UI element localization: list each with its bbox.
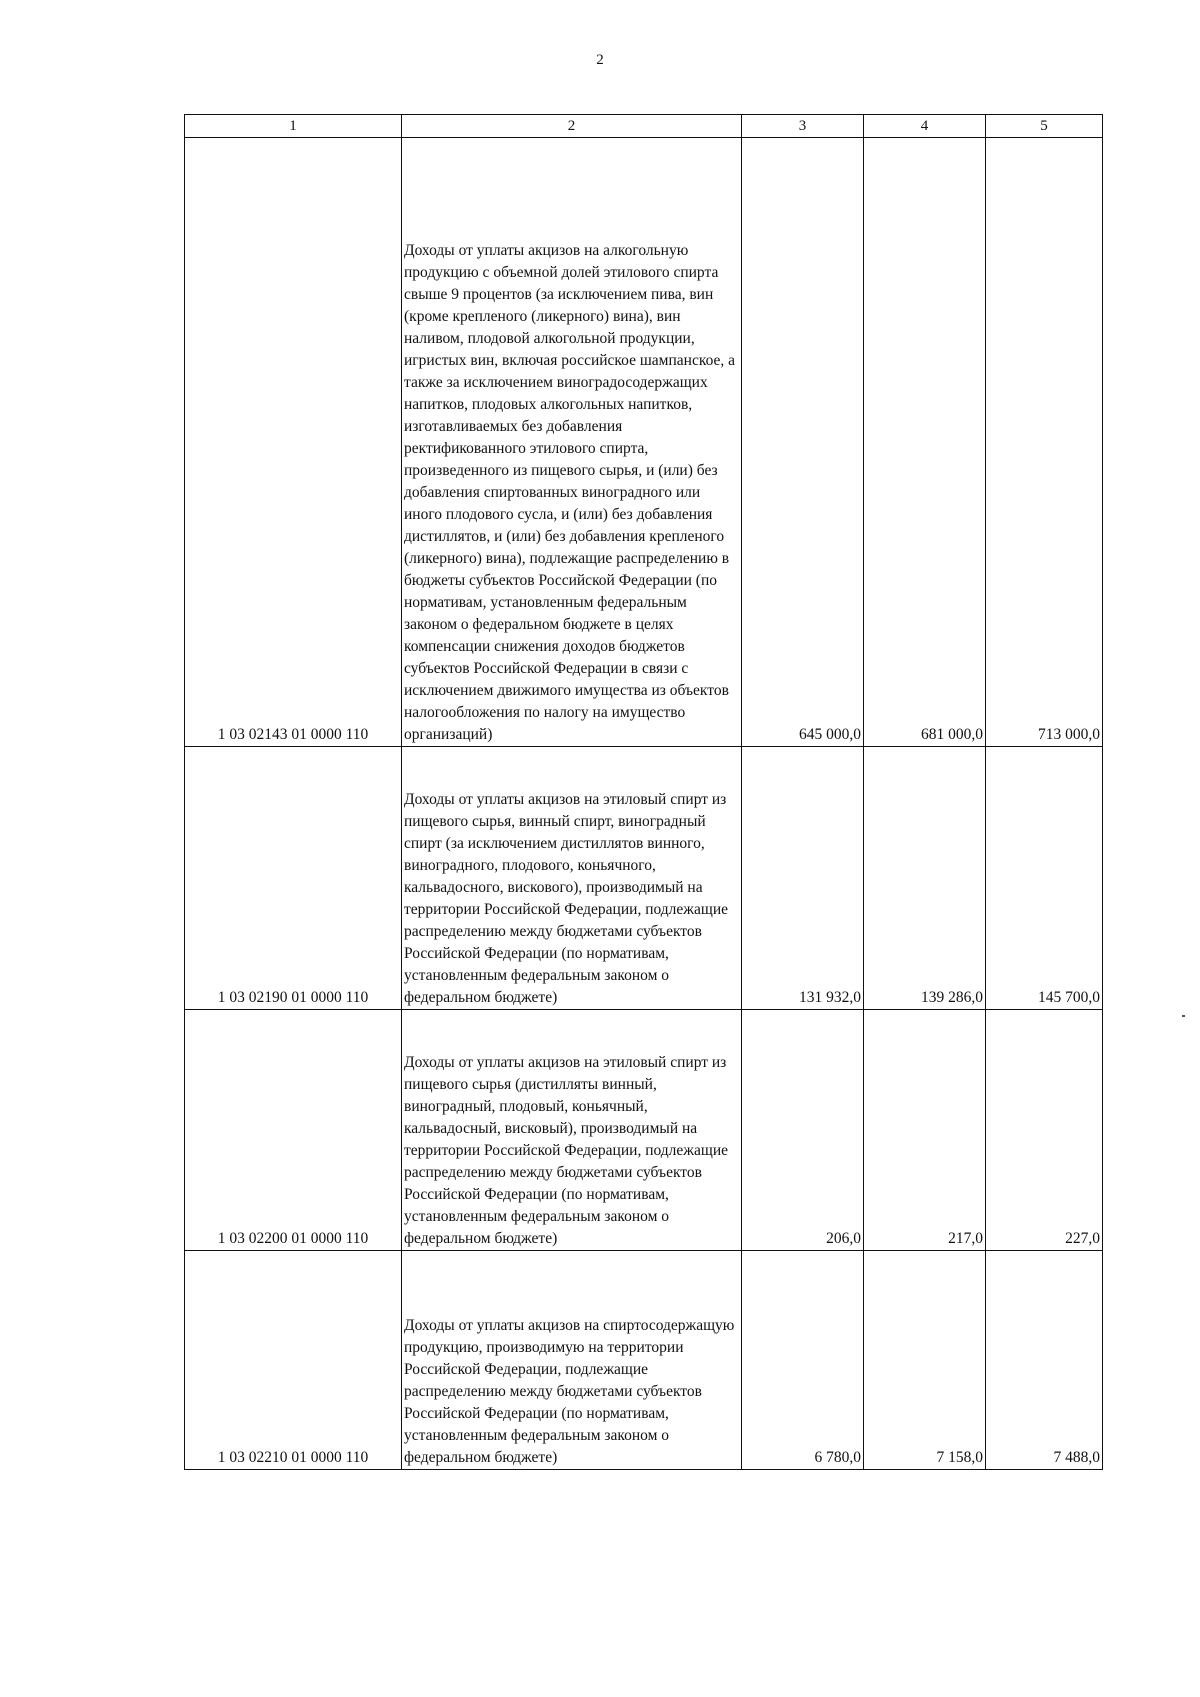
amount-col5-cell: 713 000,0: [986, 138, 1103, 747]
revenue-description-cell: Доходы от уплаты акцизов на алкогольную продукцию с объемной долей этилового спирта свыше 9 процентов (за исключением пива, вин (кроме крепленого (ликерного) вина), вин наливом, плодовой алкогольной продукции, игристых вин, включая российское шампанское, а также за исключением виноградосодержащих напитков, плодовых алкогольных напитков, изготавливаемых без добавления ректификованного этилового спирта, произведенного из пищевого сырья, и (или) без добавления спиртованных виноградного или иного плодового сусла, и (или) без добавления дистиллятов, и (или) без добавления крепленого (ликерного) вина), подлежащие распределению в бюджеты субъектов Российской Федерации (по нормативам, установленным федеральным законом о федеральном бюджете в целях компенсации снижения доходов бюджетов субъектов Российской Федерации в связи с исключением движимого имущества из объектов налогообложения по налогу на имущество организаций): [402, 138, 742, 747]
table-row: [185, 1010, 1103, 1251]
header-row: [185, 115, 1103, 138]
amount-col4-cell: 139 286,0: [864, 747, 986, 1010]
page-number: 2: [596, 52, 604, 68]
table-row: [185, 138, 1103, 747]
header-col-5: 5: [986, 115, 1103, 138]
table-header: [185, 115, 1103, 138]
header-col-4: 4: [864, 115, 986, 138]
header-col-3: 3: [742, 115, 864, 138]
table-body: [185, 138, 1103, 1470]
amount-col4-cell: 681 000,0: [864, 138, 986, 747]
amount-col5-cell: 227,0: [986, 1010, 1103, 1251]
amount-col5-cell: 7 488,0: [986, 1251, 1103, 1470]
revenue-description-cell: Доходы от уплаты акцизов на этиловый спирт из пищевого сырья, винный спирт, виноградный спирт (за исключением дистиллятов винного, виноградного, плодового, коньячного, кальвадосного, вискового), производимый на территории Российской Федерации, подлежащие распределению между бюджетами субъектов Российской Федерации (по нормативам, установленным федеральным законом о федеральном бюджете): [402, 747, 742, 1010]
scan-artifact-mark: [1182, 1015, 1185, 1017]
header-col-2: 2: [402, 115, 742, 138]
header-col-1: 1: [185, 115, 402, 138]
amount-col3-cell: 206,0: [742, 1010, 864, 1251]
revenue-code-cell: 1 03 02200 01 0000 110: [185, 1010, 402, 1251]
revenue-table: [184, 114, 1103, 1470]
amount-col3-cell: 6 780,0: [742, 1251, 864, 1470]
revenue-code-cell: 1 03 02143 01 0000 110: [185, 138, 402, 747]
revenue-description-cell: Доходы от уплаты акцизов на спиртосодержащую продукцию, производимую на территории Российской Федерации, подлежащие распределению между бюджетами субъектов Российской Федерации (по нормативам, установленным федеральным законом о федеральном бюджете): [402, 1251, 742, 1470]
revenue-code-cell: 1 03 02210 01 0000 110: [185, 1251, 402, 1470]
revenue-description-cell: Доходы от уплаты акцизов на этиловый спирт из пищевого сырья (дистилляты винный, виноградный, плодовый, коньячный, кальвадосный, висковый), производимый на территории Российской Федерации, подлежащие распределению между бюджетами субъектов Российской Федерации (по нормативам, установленным федеральным законом о федеральном бюджете): [402, 1010, 742, 1251]
amount-col4-cell: 7 158,0: [864, 1251, 986, 1470]
amount-col3-cell: 131 932,0: [742, 747, 864, 1010]
revenue-code-cell: 1 03 02190 01 0000 110: [185, 747, 402, 1010]
amount-col3-cell: 645 000,0: [742, 138, 864, 747]
amount-col5-cell: 145 700,0: [986, 747, 1103, 1010]
amount-col4-cell: 217,0: [864, 1010, 986, 1251]
table-row: [185, 1251, 1103, 1470]
table-row: [185, 747, 1103, 1010]
